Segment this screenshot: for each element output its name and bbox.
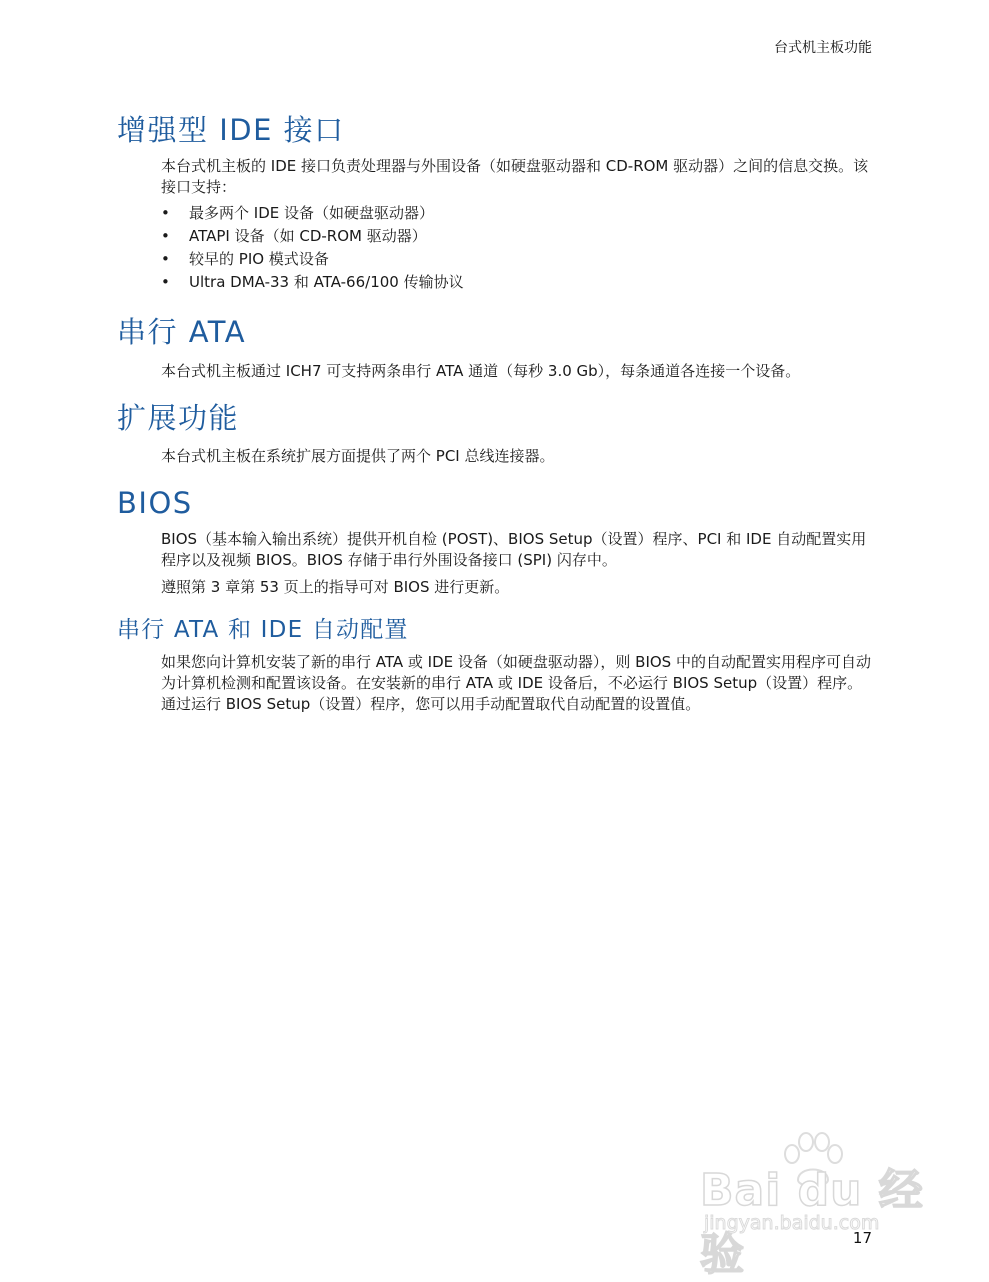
autoconfig-paragraph: 如果您向计算机安装了新的串行 ATA 或 IDE 设备（如硬盘驱动器），则 BIOS 中的自动配置实用程序可自动为计算机检测和配置该设备。在安装新的串行 ATA 或 IDE 设备后，不必运行 BIOS Setup（设置）程序。通过运行 BIOS Setup（设置）程序，您可以用手动配置取代自动配置的设置值。 — [161, 652, 871, 713]
page-number: 17 — [852, 1229, 872, 1247]
section-autoconfig — [117, 616, 877, 715]
section-expansion — [117, 400, 877, 467]
section-bios — [117, 485, 877, 598]
expansion-paragraph: 本台式机主板在系统扩展方面提供了两个 PCI 总线连接器。 — [161, 446, 555, 465]
list-item: • 较早的 PIO 模式设备 — [161, 248, 877, 271]
running-header: 台式机主板功能 — [774, 40, 872, 56]
subsection-title-autoconfig: 串行 ATA 和 IDE 自动配置 — [117, 617, 409, 643]
page-content — [117, 112, 877, 715]
section-title-sata: 串行 ATA — [117, 315, 247, 350]
section-ide — [117, 112, 877, 294]
section-sata — [117, 314, 877, 381]
baidu-jingyan-watermark — [700, 1132, 940, 1280]
list-item: • Ultra DMA-33 和 ATA-66/100 传输协议 — [161, 271, 877, 294]
section-title-ide: 增强型 IDE 接口 — [117, 113, 345, 147]
watermark-url: jingyan.baidu.com — [704, 1212, 880, 1234]
watermark-brand: Bai du 经验 — [700, 1165, 924, 1280]
ide-intro-paragraph: 本台式机主板的 IDE 接口负责处理器与外围设备（如硬盘驱动器和 CD-ROM 驱动器）之间的信息交换。该接口支持： — [161, 157, 869, 197]
sata-paragraph: 本台式机主板通过 ICH7 可支持两条串行 ATA 通道（每秒 3.0 Gb），每条通道各连接一个设备。 — [161, 361, 801, 380]
list-item: • ATAPI 设备（如 CD-ROM 驱动器） — [161, 225, 877, 248]
section-title-bios: BIOS — [117, 485, 193, 520]
section-title-expansion: 扩展功能 — [117, 400, 240, 435]
bios-paragraph: BIOS（基本输入输出系统）提供开机自检 (POST)、BIOS Setup（设置）程序、PCI 和 IDE 自动配置实用程序以及视频 BIOS。BIOS 存储于串行外围设备接口 (SPI) 闪存中。 — [161, 530, 867, 569]
ide-feature-list — [161, 202, 877, 294]
list-item: • 最多两个 IDE 设备（如硬盘驱动器） — [161, 202, 877, 225]
bios-update-paragraph: 遵照第 3 章第 53 页上的指导可对 BIOS 进行更新。 — [161, 578, 510, 596]
